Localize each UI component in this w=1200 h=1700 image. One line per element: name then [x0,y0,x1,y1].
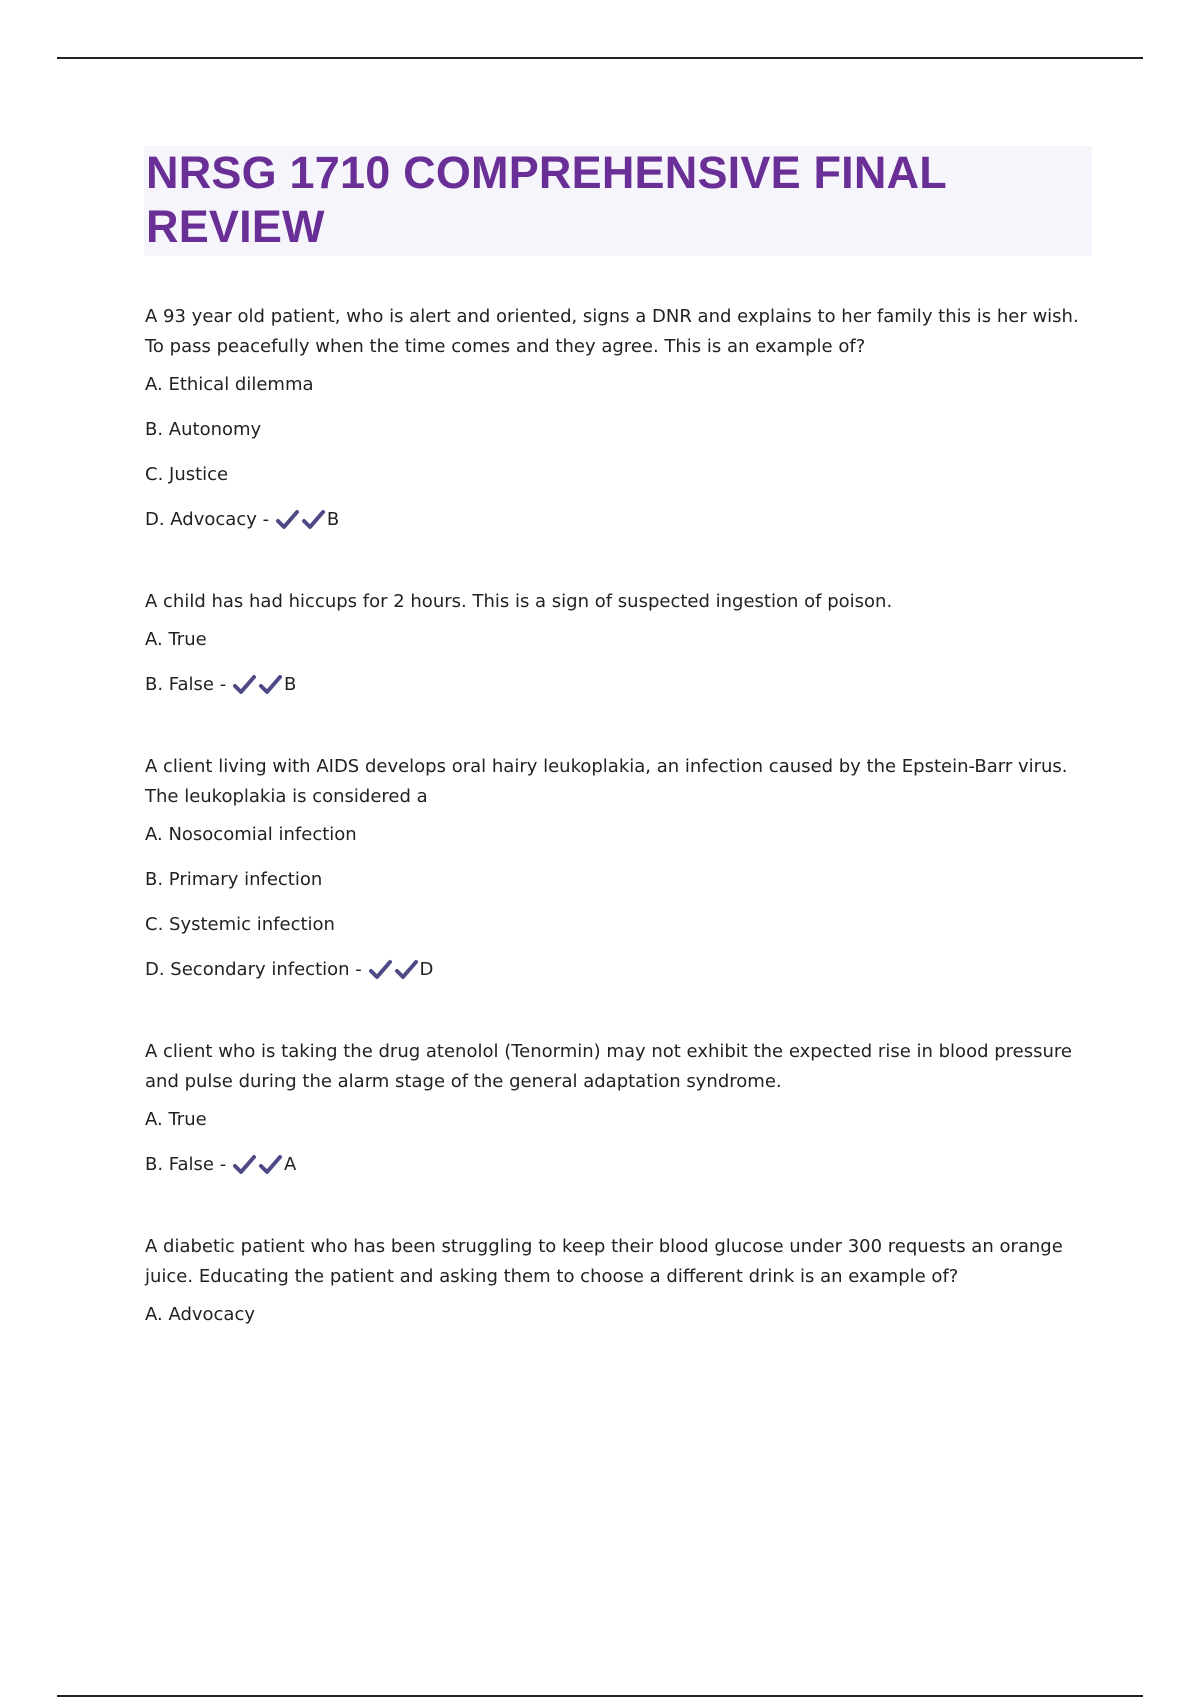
checkmark-icon [368,958,394,982]
question-text: A child has had hiccups for 2 hours. This is a sign of suspected ingestion of poison. [145,591,893,612]
question-text: A diabetic patient who has been struggling to keep their blood glucose under 300 requests an orange juice. Educating the patient and asking them to choose a different drink is an example of? [145,1236,1063,1287]
option-d: D. Secondary infection [145,959,350,980]
option-b-with-answer [145,670,1085,700]
answer-letter: B [326,509,340,530]
question-list [145,302,1085,1345]
answer-separator: - [256,509,275,530]
document-title: NRSG 1710 COMPREHENSIVE FINAL REVIEW [146,147,947,252]
answer-separator: - [213,1154,232,1175]
option-a: A. True [145,629,207,650]
option-c: C. Justice [145,464,229,485]
option-b: B. False [145,674,214,695]
option-b: B. False [145,1154,214,1175]
checkmark-icon [394,958,420,982]
question-text: A client living with AIDS develops oral hairy leukoplakia, an infection caused by the Epstein-Barr virus. The leukoplakia is considered a [145,756,1068,807]
question-block [145,302,1085,535]
option-a: A. Ethical dilemma [145,374,314,395]
question-text: A client who is taking the drug atenolol (Tenormin) may not exhibit the expected rise in blood pressure and pulse during the alarm stage of the general adaptation syndrome. [145,1041,1072,1092]
checkmark-icon [275,508,301,532]
option-d-with-answer [145,955,1085,985]
answer-letter: B [283,674,297,695]
answer-separator: - [349,959,368,980]
answer-letter: A [283,1154,297,1175]
checkmark-icon [258,1153,284,1177]
option-b: B. Autonomy [145,419,262,440]
question-text: A 93 year old patient, who is alert and oriented, signs a DNR and explains to her family this is her wish. To pass peacefully when the time comes and they agree. This is an example of? [145,306,1079,357]
answer-marker [232,1150,296,1180]
answer-marker [275,505,339,535]
answer-marker [368,955,434,985]
option-b-with-answer [145,1150,1085,1180]
option-c: C. Systemic infection [145,914,335,935]
bottom-rule [57,1695,1143,1697]
checkmark-icon [232,1153,258,1177]
top-rule [57,57,1143,59]
question-block [145,1037,1085,1180]
checkmark-icon [232,673,258,697]
option-a: A. True [145,1109,207,1130]
answer-separator: - [213,674,232,695]
option-a: A. Advocacy [145,1304,256,1325]
answer-letter: D [419,959,434,980]
option-d-with-answer [145,505,1085,535]
answer-marker [232,670,296,700]
question-block [145,752,1085,985]
option-d: D. Advocacy [145,509,257,530]
question-block [145,587,1085,700]
checkmark-icon [301,508,327,532]
option-a: A. Nosocomial infection [145,824,357,845]
checkmark-icon [258,673,284,697]
question-block [145,1232,1085,1330]
title-banner [144,146,1092,256]
option-b: B. Primary infection [145,869,323,890]
